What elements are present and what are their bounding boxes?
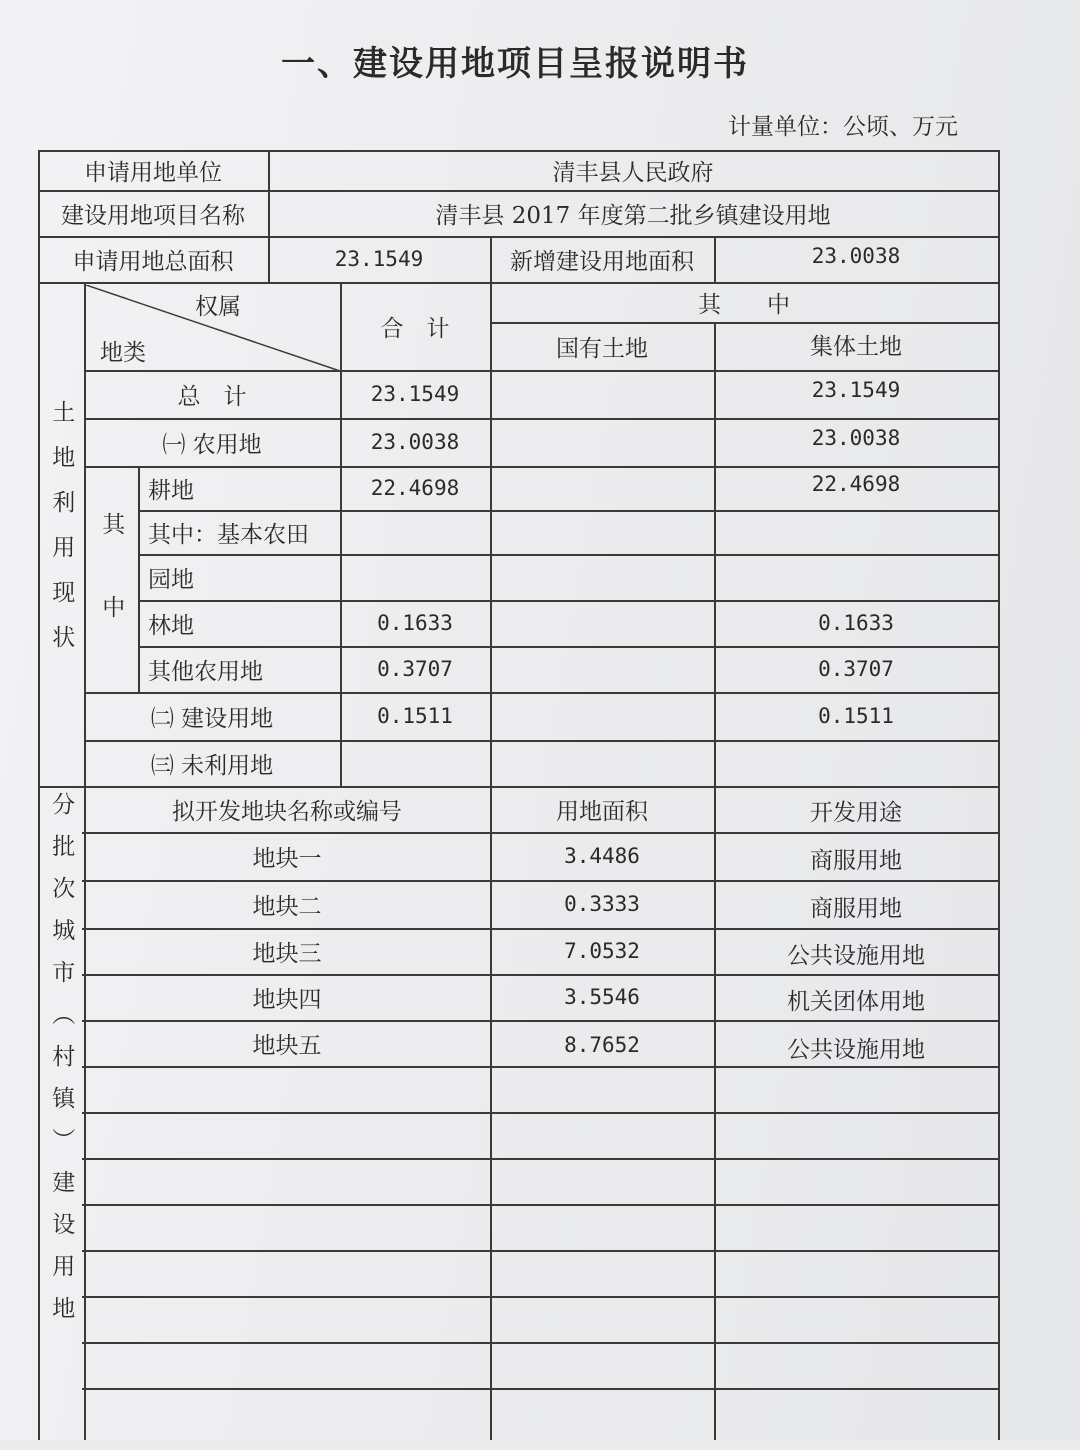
diag-top-label: 权属 [195, 293, 241, 320]
landuse-row-total: 0.1633 [377, 611, 453, 635]
unit-note: 计量单位：公顷、万元 [728, 114, 958, 140]
col-plot-area-header: 用地面积 [556, 798, 648, 825]
plot-row-use: 公共设施用地 [787, 942, 925, 969]
col-plot-use-header: 开发用途 [810, 799, 902, 826]
rule [82, 1296, 1000, 1298]
plot-row-use: 公共设施用地 [787, 1036, 925, 1063]
landuse-row-label: 其中：基本农田 [148, 521, 309, 548]
plot-row-area: 3.5546 [564, 985, 640, 1009]
total-area-value: 23.1549 [334, 247, 424, 271]
landuse-row-collective: 23.0038 [811, 426, 901, 450]
landuse-row-label: 林地 [148, 612, 194, 639]
col-state-header: 国有土地 [556, 335, 648, 362]
landuse-section-text: 土地利用现状 [48, 400, 75, 670]
plot-row-use: 商服用地 [810, 847, 902, 874]
landuse-row-label: 其他农用地 [148, 658, 263, 685]
plot-row-area: 0.3333 [564, 892, 640, 916]
rule [998, 150, 1000, 1440]
rule [82, 1158, 1000, 1160]
landuse-row-collective: 23.1549 [811, 378, 901, 402]
landuse-row-total: 22.4698 [370, 476, 460, 500]
new-area-label: 新增建设用地面积 [510, 248, 694, 275]
col-total-header: 合 计 [380, 315, 450, 342]
project-value: 清丰县 2017 年度第二批乡镇建设用地 [435, 202, 831, 229]
landuse-row-label: ㈠ 农用地 [162, 431, 262, 458]
col-among-header: 其 中 [698, 291, 790, 318]
new-area-value: 23.0038 [811, 244, 901, 268]
report-table [38, 150, 1000, 1450]
landuse-row-collective: 0.1633 [818, 611, 894, 635]
landuse-row-collective: 0.3707 [818, 657, 894, 681]
col-collective-header: 集体土地 [810, 333, 902, 360]
applicant-value: 清丰县人民政府 [552, 159, 714, 186]
col-plot-name-header: 拟开发地块名称或编号 [172, 798, 402, 825]
landuse-row-collective: 0.1511 [818, 704, 894, 728]
rule [82, 1250, 1000, 1252]
plots-section-text: 分批次城市（村镇）建设用地 [48, 792, 75, 1338]
plot-row-use: 商服用地 [810, 895, 902, 922]
plot-row-area: 3.4486 [564, 844, 640, 868]
rule [82, 1204, 1000, 1206]
landuse-row-label: ㈢ 未利用地 [150, 752, 274, 779]
landuse-row-total: 23.1549 [370, 382, 460, 406]
landuse-row-label: 园地 [148, 566, 194, 593]
plot-row-name: 地块一 [252, 845, 322, 872]
landuse-row-label: 耕地 [148, 477, 194, 504]
plot-row-name: 地块五 [252, 1032, 322, 1059]
plot-row-area: 7.0532 [564, 939, 640, 963]
total-area-label: 申请用地总面积 [72, 248, 234, 275]
project-label: 建设用地项目名称 [61, 202, 245, 229]
plot-row-area: 8.7652 [564, 1033, 640, 1057]
rule [82, 1388, 1000, 1390]
landuse-row-total: 0.1511 [377, 704, 453, 728]
landuse-row-collective: 22.4698 [811, 472, 901, 496]
plot-row-use: 机关团体用地 [787, 988, 925, 1015]
landuse-row-total: 23.0038 [370, 430, 460, 454]
among-label [84, 512, 138, 678]
document-title: 一、建设用地项目呈报说明书 [281, 44, 749, 84]
rule [82, 1112, 1000, 1114]
plot-row-name: 地块二 [252, 893, 322, 920]
diag-bottom-label: 地类 [100, 339, 146, 366]
rule [82, 1342, 1000, 1344]
plots-section-label [38, 792, 84, 1338]
plot-row-name: 地块四 [252, 986, 322, 1013]
among-label-text: 其中 [98, 512, 125, 678]
landuse-row-label: ㈡ 建设用地 [150, 705, 274, 732]
applicant-label: 申请用地单位 [84, 159, 222, 186]
landuse-row-label: 总 计 [177, 383, 247, 410]
plot-row-name: 地块三 [252, 940, 322, 967]
landuse-section-label [38, 400, 84, 670]
landuse-row-total: 0.3707 [377, 657, 453, 681]
